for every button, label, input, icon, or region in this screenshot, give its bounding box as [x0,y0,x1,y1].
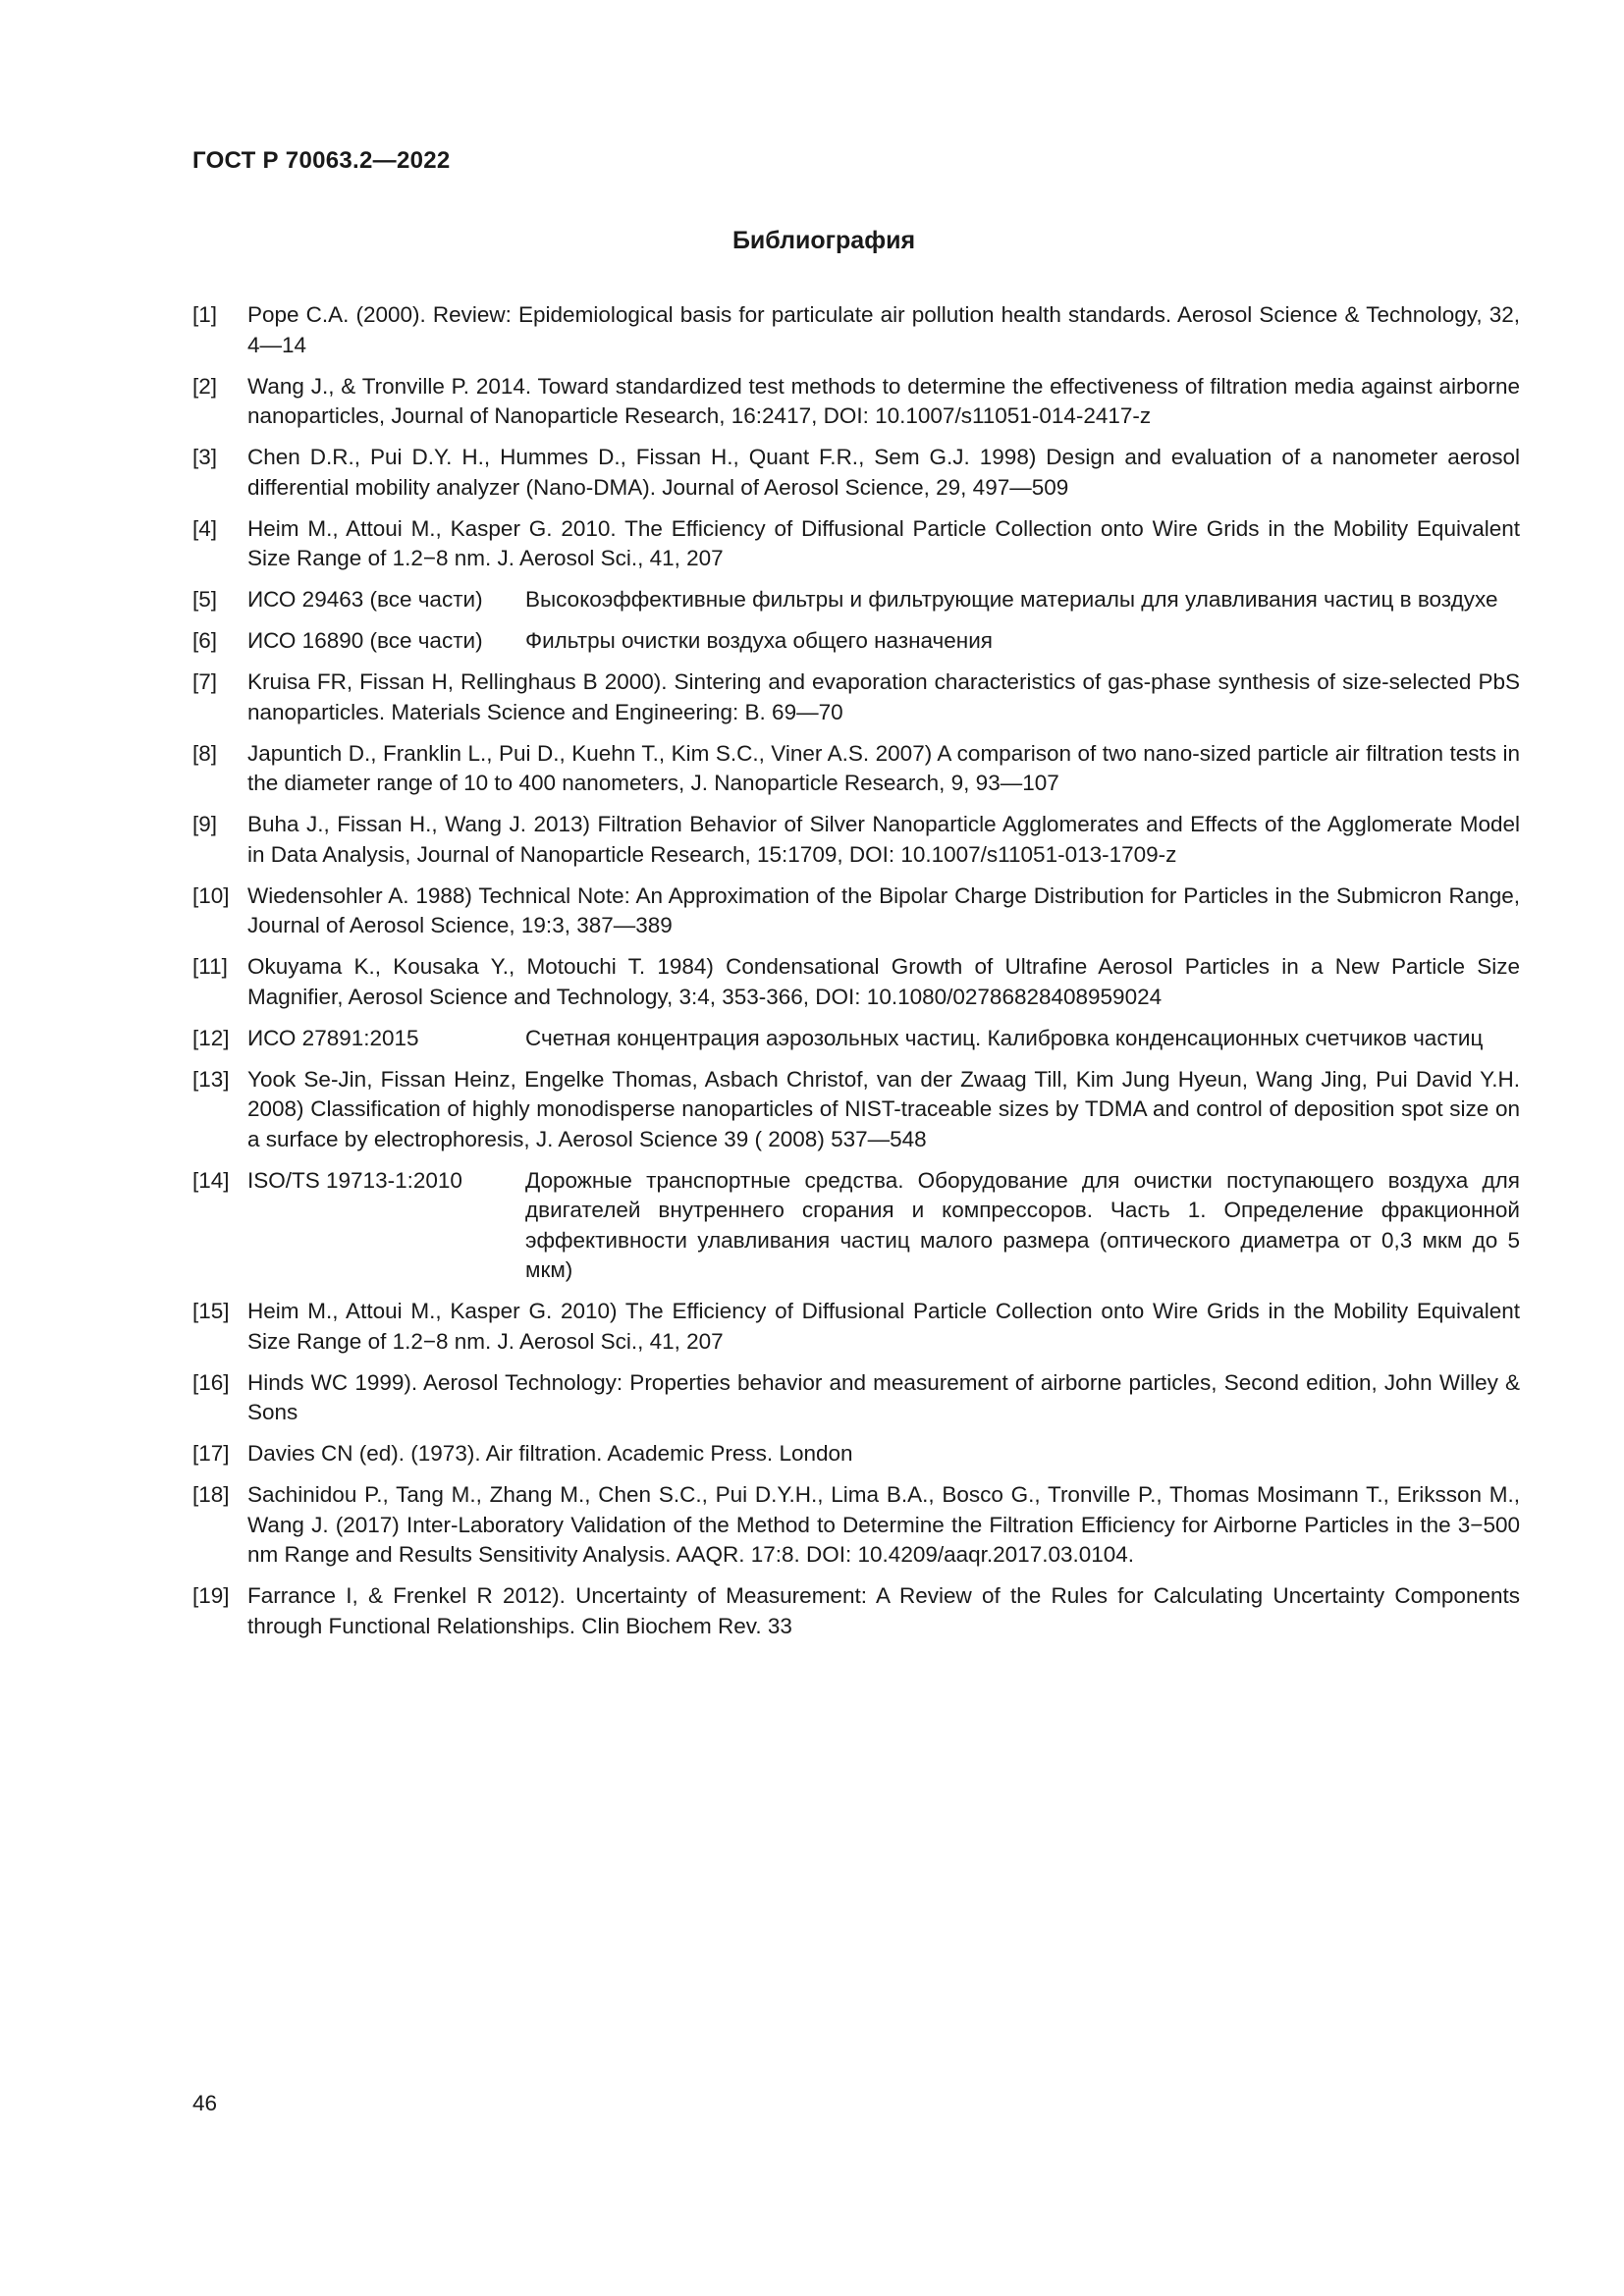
reference-text: Kruisa FR, Fissan H, Rellinghaus B 2000). Sintering and evaporation characteristics of gas-phase synthesis of size-selected PbS nanoparticles. Materials Science and Engineering: B. 69—70 [247,669,1520,724]
page-number: 46 [192,2091,218,2115]
entry-number: [14] [192,1167,230,1193]
bibliography-entry [192,585,1520,615]
standard-title: Высокоэффективные фильтры и фильтрующие материалы для улавливания частиц в воздухе [525,587,1498,612]
entry-number: [1] [192,302,218,327]
bibliography-list [192,300,1520,1653]
bibliography-entry [192,372,1520,432]
entry-number: [7] [192,669,218,694]
standard-code: ИСО 29463 (все части) [247,587,483,612]
entry-number: [2] [192,373,218,399]
reference-text: Pope C.A. (2000). Review: Epidemiological basis for particulate air pollution health standards. Aerosol Science & Technology, 32, 4—14 [247,302,1520,357]
reference-text: Yook Se-Jin, Fissan Heinz, Engelke Thomas, Asbach Christof, van der Zwaag Till, Kim Jung Hyeun, Wang Jing, Pui David Y.H. 2008) Classification of highly monodisperse nanoparticles of NIST-traceable sizes by TDMA and control of deposition spot size on a surface by electrophoresis, J. Aerosol Science 39 ( 2008) 537—548 [247,1066,1520,1151]
document-header: ГОСТ Р 70063.2—2022 [192,147,451,174]
bibliography-entry [192,514,1520,574]
entry-number: [16] [192,1369,230,1395]
standard-title: Фильтры очистки воздуха общего назначения [525,628,993,653]
reference-text: Chen D.R., Pui D.Y. H., Hummes D., Fissan H., Quant F.R., Sem G.J. 1998) Design and evaluation of a nanometer aerosol differential mobility analyzer (Nano-DMA). Journal of Aerosol Science, 29, 497—509 [247,445,1520,500]
reference-text: Farrance I, & Frenkel R 2012). Uncertainty of Measurement: A Review of the Rules for Calculating Uncertainty Components through Functional Relationships. Clin Biochem Rev. 33 [247,1583,1520,1638]
bibliography-entry [192,1581,1520,1641]
standard-title: Счетная концентрация аэрозольных частиц. Калибровка конденсационных счетчиков частиц [525,1025,1484,1050]
entry-number: [11] [192,954,228,979]
reference-text: Heim M., Attoui M., Kasper G. 2010) The Efficiency of Diffusional Particle Collection onto Wire Grids in the Mobility Equivalent Size Range of 1.2−8 nm. J. Aerosol Sci., 41, 207 [247,1299,1520,1354]
entry-number: [5] [192,587,218,612]
bibliography-entry [192,1024,1520,1054]
entry-number: [18] [192,1482,230,1507]
entry-number: [13] [192,1066,230,1092]
standard-code: ИСО 16890 (все части) [247,628,483,653]
bibliography-entry [192,1166,1520,1286]
reference-text: Hinds WC 1999). Aerosol Technology: Properties behavior and measurement of airborne particles, Second edition, John Willey & Sons [247,1369,1520,1424]
entry-number: [19] [192,1583,230,1608]
entry-number: [9] [192,812,218,836]
bibliography-entry [192,667,1520,727]
entry-number: [15] [192,1299,230,1323]
bibliography-entry [192,1065,1520,1155]
reference-text: Davies CN (ed). (1973). Air filtration. Academic Press. London [247,1441,853,1466]
reference-text: Okuyama K., Kousaka Y., Motouchi T. 1984) Condensational Growth of Ultrafine Aerosol Particles in a New Particle Size Magnifier, Aerosol Science and Technology, 3:4, 353-366, DOI: 10.1080/02786828408959024 [247,954,1520,1009]
reference-text: Japuntich D., Franklin L., Pui D., Kuehn T., Kim S.C., Viner A.S. 2007) A comparison of two nano-sized particle air filtration tests in the diameter range of 10 to 400 nanometers, J. Nanoparticle Research, 9, 93—107 [247,740,1520,795]
reference-text: Buha J., Fissan H., Wang J. 2013) Filtration Behavior of Silver Nanoparticle Agglomerates and Effects of the Agglomerate Model in Data Analysis, Journal of Nanoparticle Research, 15:1709, DOI: 10.1007/s11051-013-1709-z [247,812,1520,867]
entry-number: [6] [192,628,218,653]
reference-text: Wang J., & Tronville P. 2014. Toward standardized test methods to determine the effectiveness of filtration media against airborne nanoparticles, Journal of Nanoparticle Research, 16:2417, DOI: 10.1007/s11051-014-2417-z [247,373,1520,428]
bibliography-entry [192,1297,1520,1357]
section-title: Библиография [731,227,916,254]
bibliography-entry [192,300,1520,360]
bibliography-entry [192,1439,1520,1469]
entry-number: [3] [192,445,218,469]
standard-title: Дорожные транспортные средства. Оборудование для очистки поступающего воздуха для двигателей внутреннего сгорания и компрессоров. Часть 1. Определение фракционной эффективности улавливания частиц малого размера (оптического диаметра от 0,3 мкм до 5 мкм) [525,1167,1520,1282]
entry-number: [10] [192,882,230,908]
bibliography-entry [192,443,1520,503]
bibliography-entry [192,739,1520,799]
entry-number: [17] [192,1441,230,1466]
entry-number: [8] [192,740,218,766]
bibliography-entry [192,881,1520,941]
bibliography-entry [192,1480,1520,1571]
bibliography-entry [192,626,1520,657]
bibliography-entry [192,952,1520,1012]
reference-text: Wiedensohler A. 1988) Technical Note: An Approximation of the Bipolar Charge Distribution for Particles in the Submicron Range, Journal of Aerosol Science, 19:3, 387—389 [247,882,1520,937]
standard-code: ISO/TS 19713-1:2010 [247,1167,462,1193]
reference-text: Heim M., Attoui M., Kasper G. 2010. The Efficiency of Diffusional Particle Collection onto Wire Grids in the Mobility Equivalent Size Range of 1.2−8 nm. J. Aerosol Sci., 41, 207 [247,515,1520,570]
entry-number: [12] [192,1025,230,1050]
entry-number: [4] [192,515,218,541]
bibliography-entry [192,1368,1520,1428]
reference-text: Sachinidou P., Tang M., Zhang M., Chen S.C., Pui D.Y.H., Lima B.A., Bosco G., Tronville P., Thomas Mosimann T., Eriksson M., Wang J. (2017) Inter-Laboratory Validation of the Method to Determine the Filtration Efficiency for Airborne Particles in the 3−500 nm Range and Results Sensitivity Analysis. AAQR. 17:8. DOI: 10.4209/aaqr.2017.03.0104. [247,1482,1520,1567]
bibliography-entry [192,810,1520,870]
standard-code: ИСО 27891:2015 [247,1025,419,1050]
